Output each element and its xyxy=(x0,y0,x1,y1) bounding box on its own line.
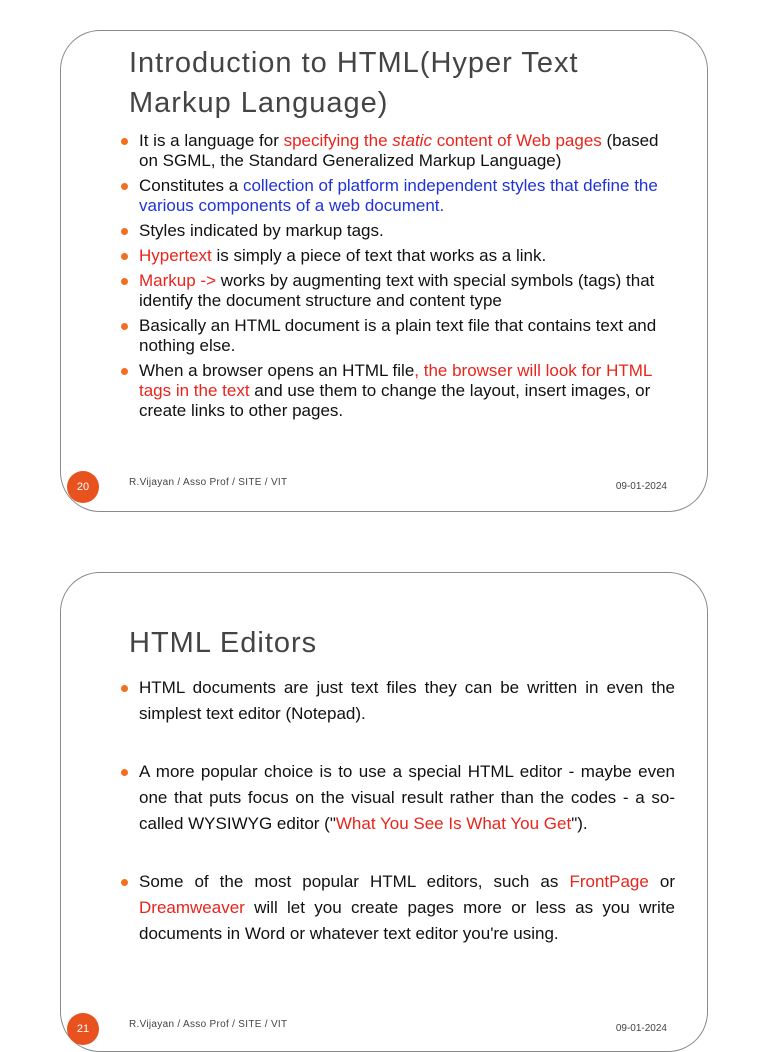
bullet-item xyxy=(119,176,675,216)
bullet-item xyxy=(119,316,675,356)
bullet-dot-icon xyxy=(121,323,128,330)
slide-number-badge: 20 xyxy=(67,471,99,503)
bullet-item xyxy=(119,759,675,837)
footer-author: R.Vijayan / Asso Prof / SITE / VIT xyxy=(129,477,288,488)
text: is simply a piece of text that works as a link. xyxy=(211,246,547,265)
slide-20 xyxy=(60,30,708,512)
footer-date: 09-01-2024 xyxy=(615,481,667,492)
bullet-dot-icon xyxy=(121,685,128,692)
bullet-dot-icon xyxy=(121,228,128,235)
bullet-dot-icon xyxy=(121,368,128,375)
text: "). xyxy=(571,814,588,833)
text: and use them to change the layout, insert images, or create links to other pages. xyxy=(139,381,651,420)
bullet-dot-icon xyxy=(121,253,128,260)
bullet-dot-icon xyxy=(121,769,128,776)
highlight-text: collection of platform independent styles that define the various components of a web document. xyxy=(139,176,658,215)
highlight-text: , the browser will look for HTML tags in the text xyxy=(139,361,652,400)
highlight-text: content of Web pages xyxy=(431,131,602,150)
bullet-dot-icon xyxy=(121,879,128,886)
text: will let you create pages more or less as you write documents in Word or whatever text editor you're using. xyxy=(139,898,675,943)
bullet-list xyxy=(119,131,675,426)
text: A more popular choice is to use a special HTML editor - maybe even one that puts focus on the visual result rather than the codes - a so-called WYSIWYG editor (" xyxy=(139,762,675,833)
text: Some of the most popular HTML editors, such as xyxy=(139,872,570,891)
slide-title: HTML Editors xyxy=(129,627,318,659)
highlight-text: FrontPage xyxy=(569,872,649,891)
bullet-item xyxy=(119,221,675,241)
bullet-dot-icon xyxy=(121,138,128,145)
text: or xyxy=(648,872,675,891)
footer-author: R.Vijayan / Asso Prof / SITE / VIT xyxy=(129,1019,288,1030)
text: Constitutes a xyxy=(139,176,243,195)
highlight-text: Markup -> xyxy=(139,271,216,290)
highlight-text: What You See Is What You Get xyxy=(335,814,572,833)
slide-number-badge: 21 xyxy=(67,1013,99,1045)
footer-date: 09-01-2024 xyxy=(615,1023,667,1034)
bullet-item xyxy=(119,675,675,727)
text: It is a language for xyxy=(139,131,284,150)
bullet-item xyxy=(119,271,675,311)
highlight-text: Hypertext xyxy=(139,246,212,265)
text: works by augmenting text with special symbols (tags) that identify the document structure and content type xyxy=(139,271,655,310)
highlight-text: specifying the xyxy=(283,131,393,150)
text: HTML documents are just text files they can be written in even the simplest text editor (Notepad). xyxy=(139,678,675,723)
slide-title: Introduction to HTML(Hyper Text Markup Language) xyxy=(129,47,579,119)
text: (based on SGML, the Standard Generalized Markup Language) xyxy=(139,131,659,170)
text: Styles indicated by markup tags. xyxy=(139,221,384,240)
highlight-text: Dreamweaver xyxy=(139,898,245,917)
slide-21 xyxy=(60,572,708,1052)
bullet-dot-icon xyxy=(121,278,128,285)
bullet-item xyxy=(119,131,675,171)
text: When a browser opens an HTML file xyxy=(139,361,415,380)
bullet-item xyxy=(119,246,675,266)
bullet-item xyxy=(119,361,675,421)
bullet-item xyxy=(119,869,675,947)
text: Basically an HTML document is a plain text file that contains text and nothing else. xyxy=(139,316,657,355)
highlight-italic: static xyxy=(392,131,432,150)
bullet-dot-icon xyxy=(121,183,128,190)
bullet-list xyxy=(119,675,675,979)
